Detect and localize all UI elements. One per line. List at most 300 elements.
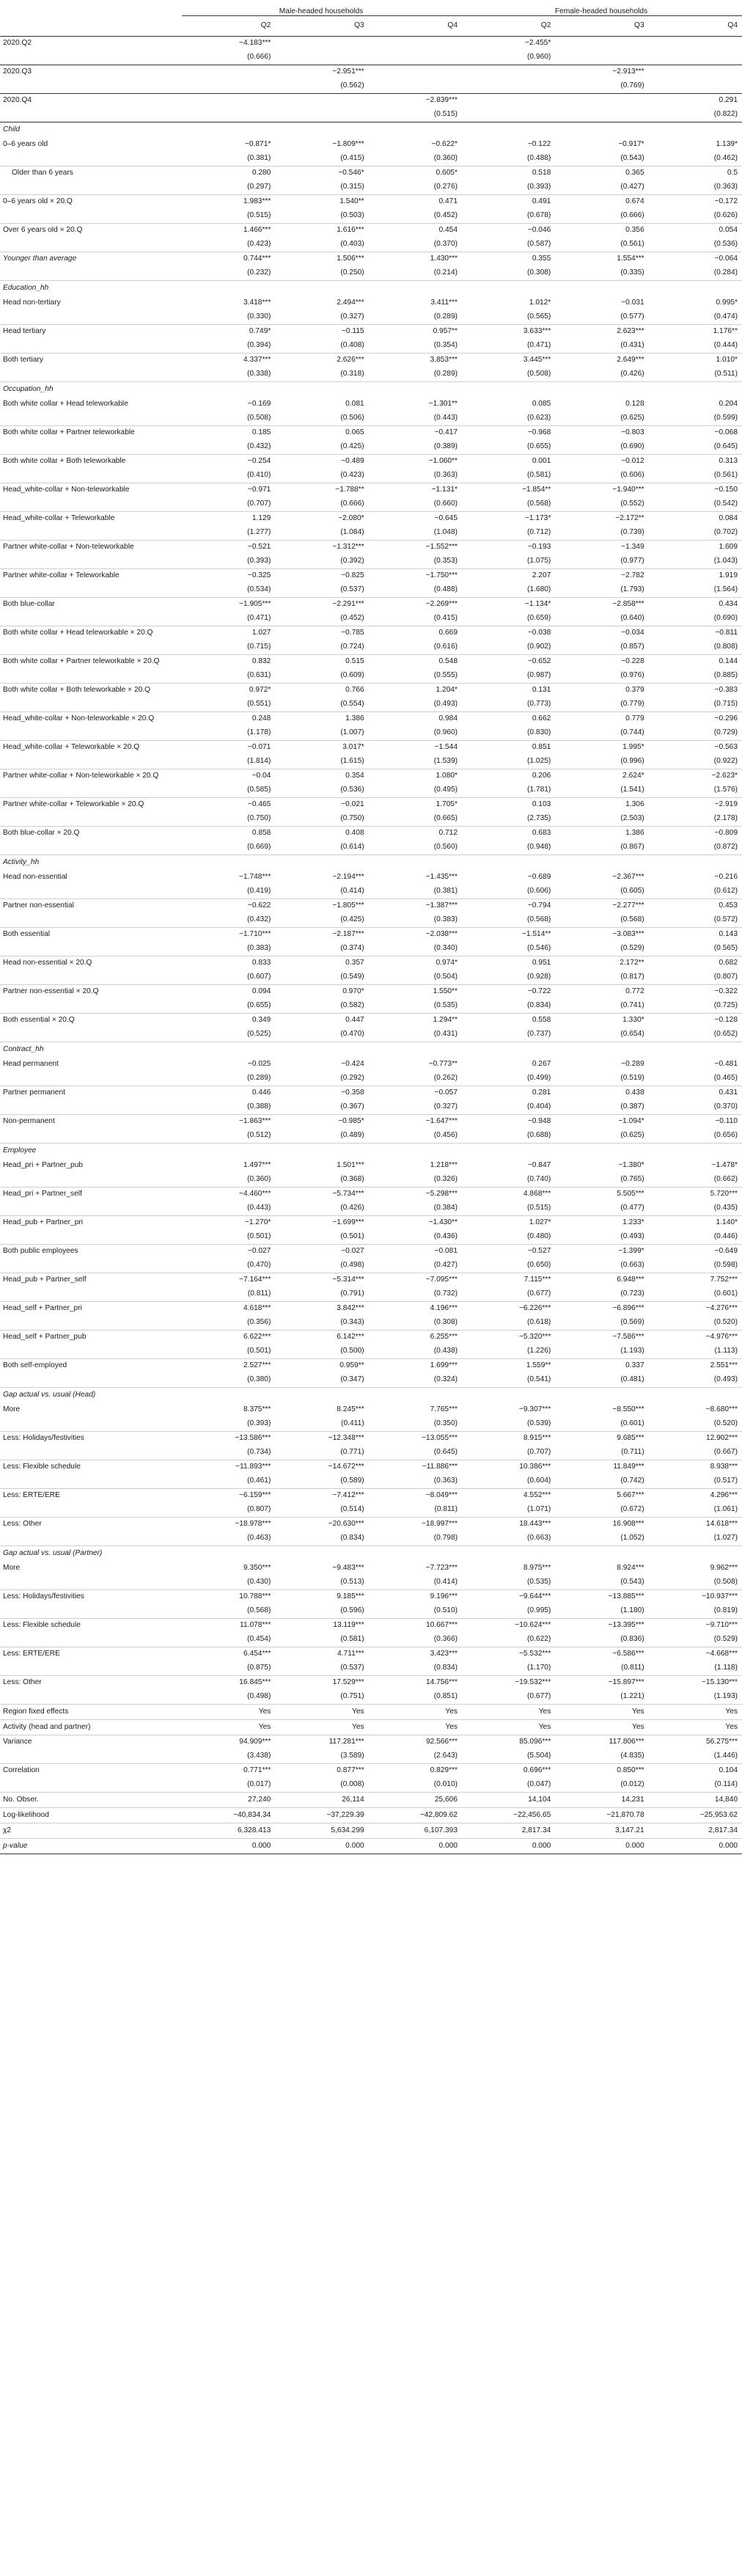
coefficient-value: 1.294** [433,1016,458,1025]
standard-error-value [275,51,368,65]
standard-error-value: (0.389) [369,440,462,455]
standard-error-row [0,583,742,598]
coefficient-value: −7.095*** [425,1276,458,1284]
coefficient-value: −0.985* [338,1117,364,1126]
coefficient-value: −2.080* [338,514,364,523]
standard-error-value: (0.811) [555,1661,648,1676]
standard-error-value: (0.541) [462,1373,555,1388]
row-label: Both essential [3,930,50,939]
standard-error-row [0,726,742,741]
coefficient-value: −0.322 [714,987,738,996]
standard-error-row [0,51,742,65]
standard-error-value: (0.383) [182,942,275,956]
empty-cell [555,1388,648,1404]
standard-error-value: (0.330) [182,310,275,325]
standard-error-row [0,1604,742,1619]
standard-error-row [0,1778,742,1793]
standard-error-value: (0.581) [462,469,555,483]
coefficient-value [369,37,462,51]
coefficient-value: 2.551*** [710,1361,738,1370]
statistic-value: Yes [369,1720,462,1735]
coefficient-value: 0.081 [345,400,364,409]
standard-error-value: (0.354) [369,339,462,354]
row-label: Older than 6 years [12,169,73,178]
quarter-header: Q4 [369,16,462,37]
standard-error-value: (0.426) [275,1201,368,1216]
coefficient-value: 9.196*** [430,1592,458,1601]
coefficient-value: −0.948 [527,1117,551,1126]
table-header [0,0,742,37]
coefficient-value: 3.445*** [523,356,551,365]
coefficient-value: −0.021 [341,800,364,809]
coefficient-value: −10.624*** [515,1621,551,1630]
coefficient-value: −1.647*** [425,1117,458,1126]
coefficient-value: −0.034 [621,629,644,637]
coefficient-row [0,1188,742,1202]
standard-error-value: (0.232) [182,266,275,281]
standard-error-value: (0.423) [182,238,275,252]
coefficient-value: −2.269*** [425,600,458,609]
row-label: Log-likelihood [0,1808,182,1823]
coefficient-value: 4.196*** [430,1304,458,1313]
coefficient-value: 0.248 [251,714,271,723]
coefficient-value: −7.586*** [612,1333,644,1342]
coefficient-value: 0.104 [719,1766,738,1775]
coefficient-value: −1.399* [618,1247,644,1256]
standard-error-value: (0.427) [555,180,648,195]
standard-error-row [0,238,742,252]
coefficient-value: 2.172** [620,959,644,967]
coefficient-value: −0.563 [714,743,738,752]
standard-error-value: (0.605) [555,885,648,899]
coefficient-value: 1.540** [339,197,364,206]
standard-error-value: (0.581) [275,1633,368,1647]
row-label: Correlation [3,1766,40,1775]
coefficient-value: −5.320*** [518,1333,551,1342]
standard-error-row [0,1028,742,1042]
coefficient-value: −1.748*** [239,873,271,882]
standard-error-value: (0.715) [182,640,275,655]
standard-error-value: (0.012) [555,1778,648,1793]
standard-error-value: (0.363) [649,180,742,195]
empty-cell [275,1388,368,1404]
coefficient-value: −1.435*** [425,873,458,882]
coefficient-value [462,65,555,80]
coefficient-value: 0.850*** [617,1766,644,1775]
standard-error-value: (0.549) [275,970,368,985]
standard-error-value: (0.510) [369,1604,462,1619]
statistic-value: −42,809.62 [369,1808,462,1823]
standard-error-value: (0.663) [555,1259,648,1273]
empty-cell [462,855,555,871]
standard-error-value: (0.707) [462,1446,555,1460]
coefficient-value: 0.280 [251,169,271,178]
standard-error-value: (0.539) [462,1417,555,1432]
statistic-row [0,1793,742,1808]
empty-cell [182,382,275,398]
standard-error-value: (5.504) [462,1749,555,1764]
standard-error-value: (1.048) [369,526,462,541]
empty-cell [0,669,182,684]
coefficient-row [0,167,742,181]
standard-error-value: (0.513) [275,1576,368,1590]
coefficient-row [0,741,742,755]
coefficient-value: 11.849*** [613,1463,644,1471]
statistic-value: −25,953.62 [649,1808,742,1823]
coefficient-row [0,1735,742,1750]
coefficient-value: −1.060** [428,457,458,466]
standard-error-row [0,497,742,512]
standard-error-row [0,1633,742,1647]
coefficient-value: 0.103 [532,800,551,809]
empty-cell [0,339,182,354]
coefficient-value: −1.270* [244,1218,271,1227]
coefficient-value: −0.068 [714,428,738,437]
standard-error-value: (0.370) [369,238,462,252]
empty-cell [462,1144,555,1160]
section-heading: Contract_hh [3,1045,44,1054]
standard-error-value: (1.576) [649,783,742,798]
standard-error-value: (0.411) [275,1417,368,1432]
standard-error-value [649,79,742,94]
coefficient-value: −18.978*** [235,1520,271,1529]
standard-error-value: (0.537) [275,583,368,598]
empty-cell [0,1129,182,1144]
coefficient-value: 0.094 [251,987,271,996]
coefficient-value: −8.680*** [705,1405,738,1414]
coefficient-row [0,296,742,310]
coefficient-value: 0.084 [719,514,738,523]
statistic-value: 5,634.299 [275,1823,368,1839]
standard-error-value: (0.798) [369,1532,462,1546]
standard-error-value: (0.690) [555,440,648,455]
coefficient-value [182,65,275,80]
standard-error-value: (0.515) [182,209,275,224]
standard-error-value: (0.568) [182,1604,275,1619]
standard-error-value: (0.734) [182,1446,275,1460]
standard-error-value: (0.367) [275,1100,368,1115]
coefficient-value: 11.078*** [240,1621,271,1630]
standard-error-value: (0.289) [182,1072,275,1086]
coefficient-value: −10.937*** [701,1592,738,1601]
row-label: Partner permanent [3,1088,65,1097]
empty-cell [0,469,182,483]
coefficient-value: 3.017* [342,743,364,752]
standard-error-value [462,79,555,94]
empty-cell [0,1576,182,1590]
statistic-value: 27,240 [182,1793,275,1808]
coefficient-value: −15.130*** [701,1678,738,1687]
coefficient-value: −0.172 [714,197,738,206]
coefficient-value: −0.521 [247,543,271,552]
coefficient-row [0,626,742,641]
row-label: Partner white-collar + Non-teleworkable × 20.Q [3,772,159,780]
row-label: 0–6 years old [3,140,48,149]
coefficient-value: −2.455* [524,39,551,48]
coefficient-value: 3.418*** [243,299,271,307]
empty-cell [182,1388,275,1404]
standard-error-value: (0.631) [182,669,275,684]
standard-error-value: (0.461) [182,1474,275,1489]
standard-error-value: (0.419) [182,885,275,899]
standard-error-value: (0.431) [555,339,648,354]
standard-error-value: (0.347) [275,1373,368,1388]
coefficient-value: 0.143 [719,930,738,939]
standard-error-row [0,526,742,541]
standard-error-value: (0.836) [555,1633,648,1647]
standard-error-value: (0.995) [462,1604,555,1619]
statistic-row [0,1839,742,1854]
empty-cell [0,51,182,65]
coefficient-value: −1.380* [618,1161,644,1170]
statistic-value: Yes [182,1720,275,1735]
standard-error-value: (0.568) [462,913,555,928]
coefficient-row [0,1432,742,1446]
standard-error-value: (0.562) [275,79,368,94]
standard-error-value: (0.561) [649,469,742,483]
coefficient-value: 6.255*** [430,1333,458,1342]
empty-cell [649,1546,742,1562]
standard-error-value: (0.297) [182,180,275,195]
empty-cell [0,1749,182,1764]
coefficient-value: −2.919 [714,800,738,809]
coefficient-value: 0.712 [438,829,458,838]
coefficient-value: 0.744*** [243,255,271,263]
standard-error-row [0,1446,742,1460]
standard-error-value: (0.508) [182,411,275,426]
coefficient-value: −0.128 [714,1016,738,1025]
row-label: Partner white-collar + Non-teleworkable [3,543,134,552]
standard-error-value [555,51,648,65]
coefficient-value: 2.624* [622,772,644,780]
statistic-value: 0.000 [462,1839,555,1854]
empty-cell [0,1690,182,1705]
standard-error-value: (0.598) [649,1259,742,1273]
empty-cell [0,1373,182,1388]
standard-error-row [0,152,742,167]
standard-error-value: (0.443) [369,411,462,426]
coefficient-value: 7.765*** [430,1405,458,1414]
empty-cell [0,180,182,195]
standard-error-value: (0.394) [182,339,275,354]
coefficient-value: −18.997*** [421,1520,458,1529]
empty-cell [0,497,182,512]
coefficient-value: 0.832 [251,657,271,666]
standard-error-value: (0.350) [369,1417,462,1432]
standard-error-value: (1.193) [555,1344,648,1359]
coefficient-row [0,1403,742,1417]
standard-error-value: (0.383) [369,913,462,928]
statistic-value: 0.000 [182,1839,275,1854]
coefficient-value: −2.623* [711,772,738,780]
empty-cell [0,1633,182,1647]
coefficient-value: 7.115*** [524,1276,551,1284]
standard-error-value: (1.781) [462,783,555,798]
standard-error-value: (0.318) [275,367,368,382]
row-label: Head_pub + Partner_self [3,1276,87,1284]
coefficient-value: 0.957** [433,327,458,336]
coefficient-value: 0.434 [719,600,738,609]
standard-error-value: (0.363) [369,469,462,483]
standard-error-value: (0.284) [649,266,742,281]
standard-error-value: (0.565) [462,310,555,325]
row-label: Non-permanent [3,1117,55,1126]
standard-error-value: (0.711) [555,1446,648,1460]
standard-error-value: (0.432) [182,913,275,928]
standard-error-value: (0.368) [275,1173,368,1188]
standard-error-value: (0.360) [369,152,462,167]
standard-error-value: (0.834) [275,1532,368,1546]
row-label: Partner white-collar + Teleworkable × 20.Q [3,800,144,809]
empty-cell [0,1072,182,1086]
row-label: Head_white-collar + Non-teleworkable [3,486,130,494]
standard-error-value: (0.498) [182,1690,275,1705]
standard-error-value: (0.565) [649,942,742,956]
coefficient-value [649,37,742,51]
standard-error-value: (0.688) [462,1129,555,1144]
empty-cell [0,1417,182,1432]
section-heading-row [0,1388,742,1404]
row-label: Both public employees [3,1247,78,1256]
standard-error-value: (0.723) [555,1287,648,1302]
statistic-value: Yes [649,1720,742,1735]
coefficient-value: −4.460*** [239,1190,271,1199]
standard-error-value: (0.807) [182,1503,275,1518]
coefficient-value: 1.129 [251,514,271,523]
standard-error-value: (0.751) [275,1690,368,1705]
coefficient-value: 8.915*** [523,1434,551,1443]
coefficient-value: −20.630*** [328,1520,364,1529]
standard-error-row [0,612,742,626]
coefficient-value: 10.667*** [425,1621,458,1630]
standard-error-value: (0.338) [182,367,275,382]
standard-error-value: (0.807) [649,970,742,985]
standard-error-value: (0.495) [369,783,462,798]
standard-error-value: (0.415) [369,612,462,626]
standard-error-value: (0.811) [182,1287,275,1302]
standard-error-row [0,1749,742,1764]
standard-error-value: (2.735) [462,812,555,827]
standard-error-value: (1.071) [462,1503,555,1518]
standard-error-value: (0.808) [649,640,742,655]
coefficient-value: −1.301** [428,400,458,409]
coefficient-value: 2.207 [532,571,551,580]
standard-error-value: (0.614) [275,841,368,855]
empty-cell [0,1201,182,1216]
coefficient-value: 2.626*** [337,356,364,365]
standard-error-value: (0.569) [555,1316,648,1331]
coefficient-value: 12.902*** [705,1434,738,1443]
standard-error-value: (0.645) [369,1446,462,1460]
statistic-value: Yes [649,1705,742,1720]
standard-error-value: (0.902) [462,640,555,655]
standard-error-value: (0.326) [369,1173,462,1188]
coefficient-value: 117.806*** [609,1738,644,1746]
empty-cell [0,885,182,899]
standard-error-value: (0.327) [369,1100,462,1115]
empty-cell [369,1144,462,1160]
coefficient-value: 0.431 [719,1088,738,1097]
coefficient-value: 16.908*** [612,1520,644,1529]
coefficient-value: 0.291 [719,96,738,105]
standard-error-value: (0.308) [462,266,555,281]
empty-cell [369,1388,462,1404]
coefficient-value: 0.491 [532,197,551,206]
coefficient-value: 0.771*** [243,1766,271,1775]
standard-error-value: (1.615) [275,755,368,769]
standard-error-row [0,555,742,569]
standard-error-value: (0.501) [182,1230,275,1245]
coefficient-value: 0.447 [345,1016,364,1025]
empty-cell [182,122,275,139]
standard-error-value: (0.656) [649,1129,742,1144]
standard-error-row [0,469,742,483]
statistic-row [0,1720,742,1735]
empty-cell [462,1546,555,1562]
coefficient-value: −6.226*** [518,1304,551,1313]
coefficient-value: 0.766 [345,686,364,695]
coefficient-row [0,1359,742,1374]
standard-error-value: (0.625) [555,411,648,426]
coefficient-row [0,1518,742,1532]
empty-cell [275,855,368,871]
coefficient-value: 0.356 [625,226,644,235]
coefficient-value: −0.358 [341,1088,364,1097]
standard-error-value: (0.504) [369,970,462,985]
statistic-value: Yes [462,1705,555,1720]
coefficient-value: −2.172** [615,514,644,523]
empty-cell [462,1388,555,1404]
coefficient-value: −14.672*** [328,1463,364,1471]
standard-error-value: (0.672) [555,1503,648,1518]
standard-error-value: (0.463) [182,1532,275,1546]
empty-cell [0,1344,182,1359]
coefficient-value: 5.505*** [617,1190,644,1199]
row-label: Both white collar + Head teleworkable × 20.Q [3,629,153,637]
standard-error-value [369,51,462,65]
coefficient-row [0,455,742,469]
coefficient-value: −1.349 [621,543,644,552]
empty-cell [649,1388,742,1404]
standard-error-value: (2.643) [369,1749,462,1764]
coefficient-value: 6.948*** [617,1276,644,1284]
coefficient-row [0,871,742,885]
standard-error-value: (0.834) [462,999,555,1014]
standard-error-value: (0.250) [275,266,368,281]
coefficient-row [0,224,742,238]
coefficient-value [275,94,368,109]
coefficient-value: 1.010* [716,356,738,365]
coefficient-value: −0.825 [341,571,364,580]
coefficient-row [0,1590,742,1605]
coefficient-value: −1.544 [434,743,458,752]
coefficient-value: 0.669 [438,629,458,637]
coefficient-value: 1.139* [716,140,738,149]
standard-error-value [649,51,742,65]
coefficient-value: 0.959** [339,1361,364,1370]
standard-error-value: (0.404) [462,1100,555,1115]
statistic-value: 25,606 [369,1793,462,1808]
coefficient-row [0,1460,742,1475]
coefficient-value: 0.354 [345,772,364,780]
coefficient-value: 4.711*** [337,1650,364,1658]
coefficient-row [0,512,742,527]
coefficient-value: 0.662 [532,714,551,723]
coefficient-value: 0.696*** [523,1766,551,1775]
coefficient-row [0,899,742,914]
quarter-header: Q4 [649,16,742,37]
coefficient-row [0,541,742,555]
